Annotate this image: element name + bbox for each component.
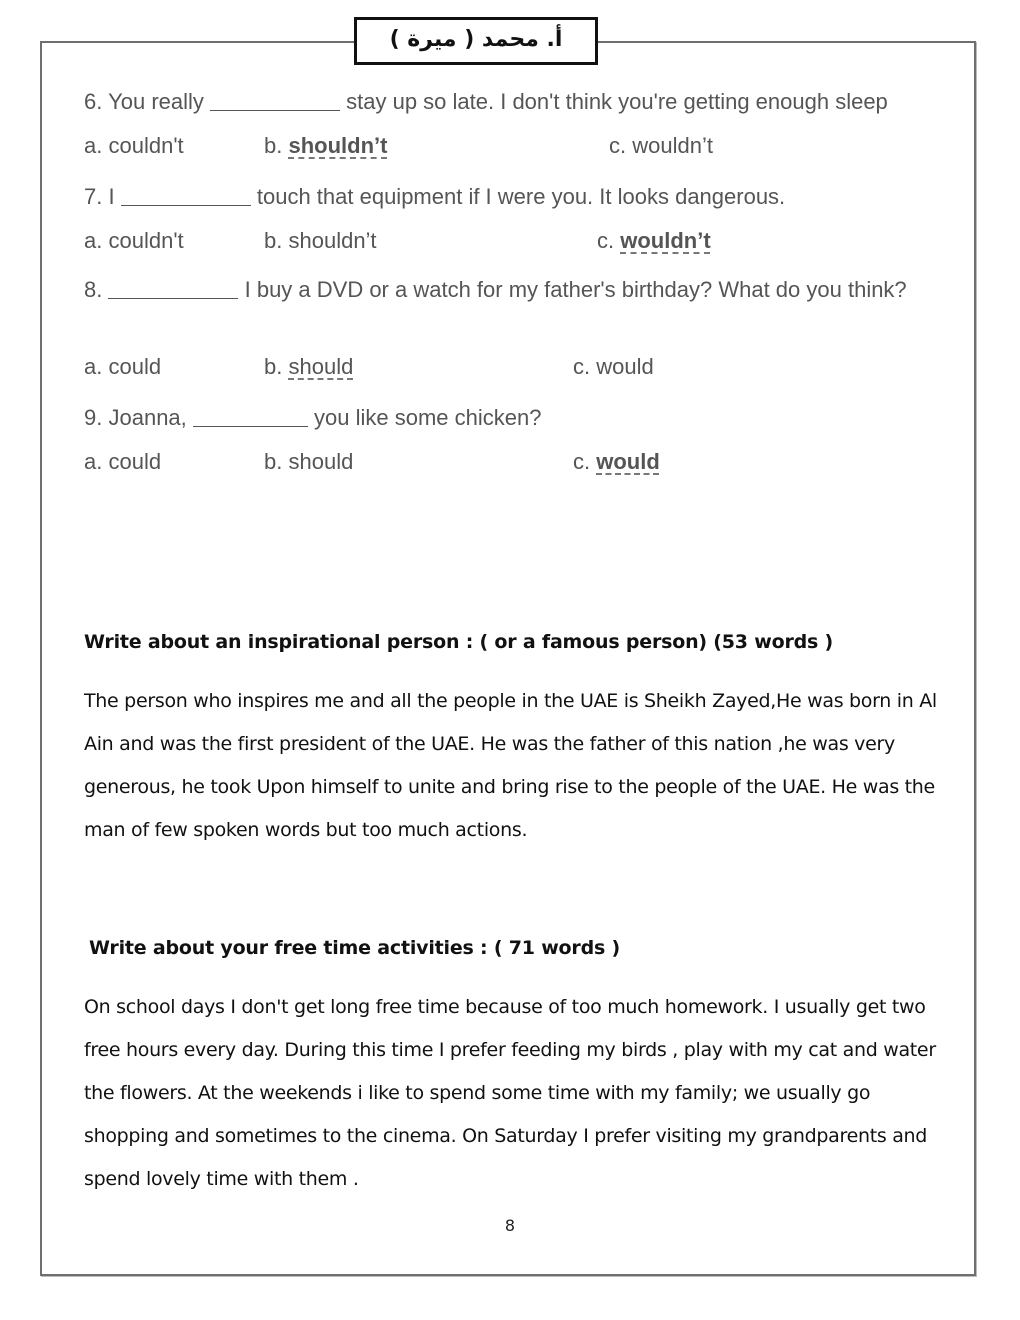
question-6: [84, 86, 888, 115]
answer-blank: [210, 88, 340, 111]
option-c: c. would: [573, 449, 660, 474]
section-body-free-time: On school days I don't get long free time because of too much homework. I usually get two free hours every day. During this time I prefer feeding my birds , play with my cat and water the flowers. At the weekends i like to spend some time with my family; we usually go shopping and sometimes to the cinema. On Saturday I prefer visiting my grandparents and spend lovely time with them .: [84, 996, 936, 1190]
question-8: [84, 274, 934, 306]
option-c: c. would: [573, 354, 654, 379]
option-a: a. couldn't: [84, 133, 184, 158]
page-number: 8: [504, 1216, 516, 1235]
option-a: a. couldn't: [84, 228, 184, 253]
question-text-after: touch that equipment if I were you. It looks dangerous.: [256, 184, 786, 209]
option-c: c. wouldn’t: [609, 133, 713, 158]
question-9: [84, 402, 541, 431]
question-number: 8.: [84, 277, 103, 302]
section-body-inspirational: The person who inspires me and all the people in the UAE is Sheikh Zayed,He was born in Al Ain and was the first president of the UAE. He was the father of this nation ,he was very generous, he took Upon himself to unite and bring rise to the people of the UAE. He was the man of few spoken words but too much actions.: [84, 690, 937, 841]
option-b: b. should: [264, 449, 354, 474]
question-text-before: Joanna,: [108, 405, 187, 430]
question-number: 9.: [84, 405, 103, 430]
option-c: c. wouldn’t: [597, 228, 711, 253]
question-text-before: You really: [108, 89, 204, 114]
answer-blank: [121, 183, 251, 206]
option-a: a. could: [84, 354, 162, 379]
option-b: b. shouldn’t: [264, 228, 377, 253]
question-text-before: I: [108, 184, 115, 209]
question-text-after: you like some chicken?: [314, 405, 542, 430]
section-heading-inspirational: Write about an inspirational person : ( or a famous person) (53 words ): [84, 631, 834, 653]
section-heading-free-time: Write about your free time activities : ( 71 words ): [89, 937, 620, 959]
question-number: 7.: [84, 184, 103, 209]
correct-answer: should: [288, 354, 354, 379]
answer-blank: [193, 404, 308, 427]
correct-answer: wouldn’t: [620, 228, 711, 253]
question-text-after: stay up so late. I don't think you're getting enough sleep: [346, 89, 888, 114]
question-7: [84, 181, 785, 210]
teacher-name-box: أ. محمد ( ميرة ): [354, 17, 598, 65]
answer-blank: [108, 276, 238, 299]
option-a: a. could: [84, 449, 162, 474]
option-b: b. shouldn’t: [264, 133, 388, 158]
question-text-after: I buy a DVD or a watch for my father's birthday? What do you think?: [244, 277, 907, 302]
correct-answer: would: [596, 449, 660, 474]
option-b: b. should: [264, 354, 354, 379]
question-number: 6.: [84, 89, 103, 114]
correct-answer: shouldn’t: [288, 133, 388, 158]
